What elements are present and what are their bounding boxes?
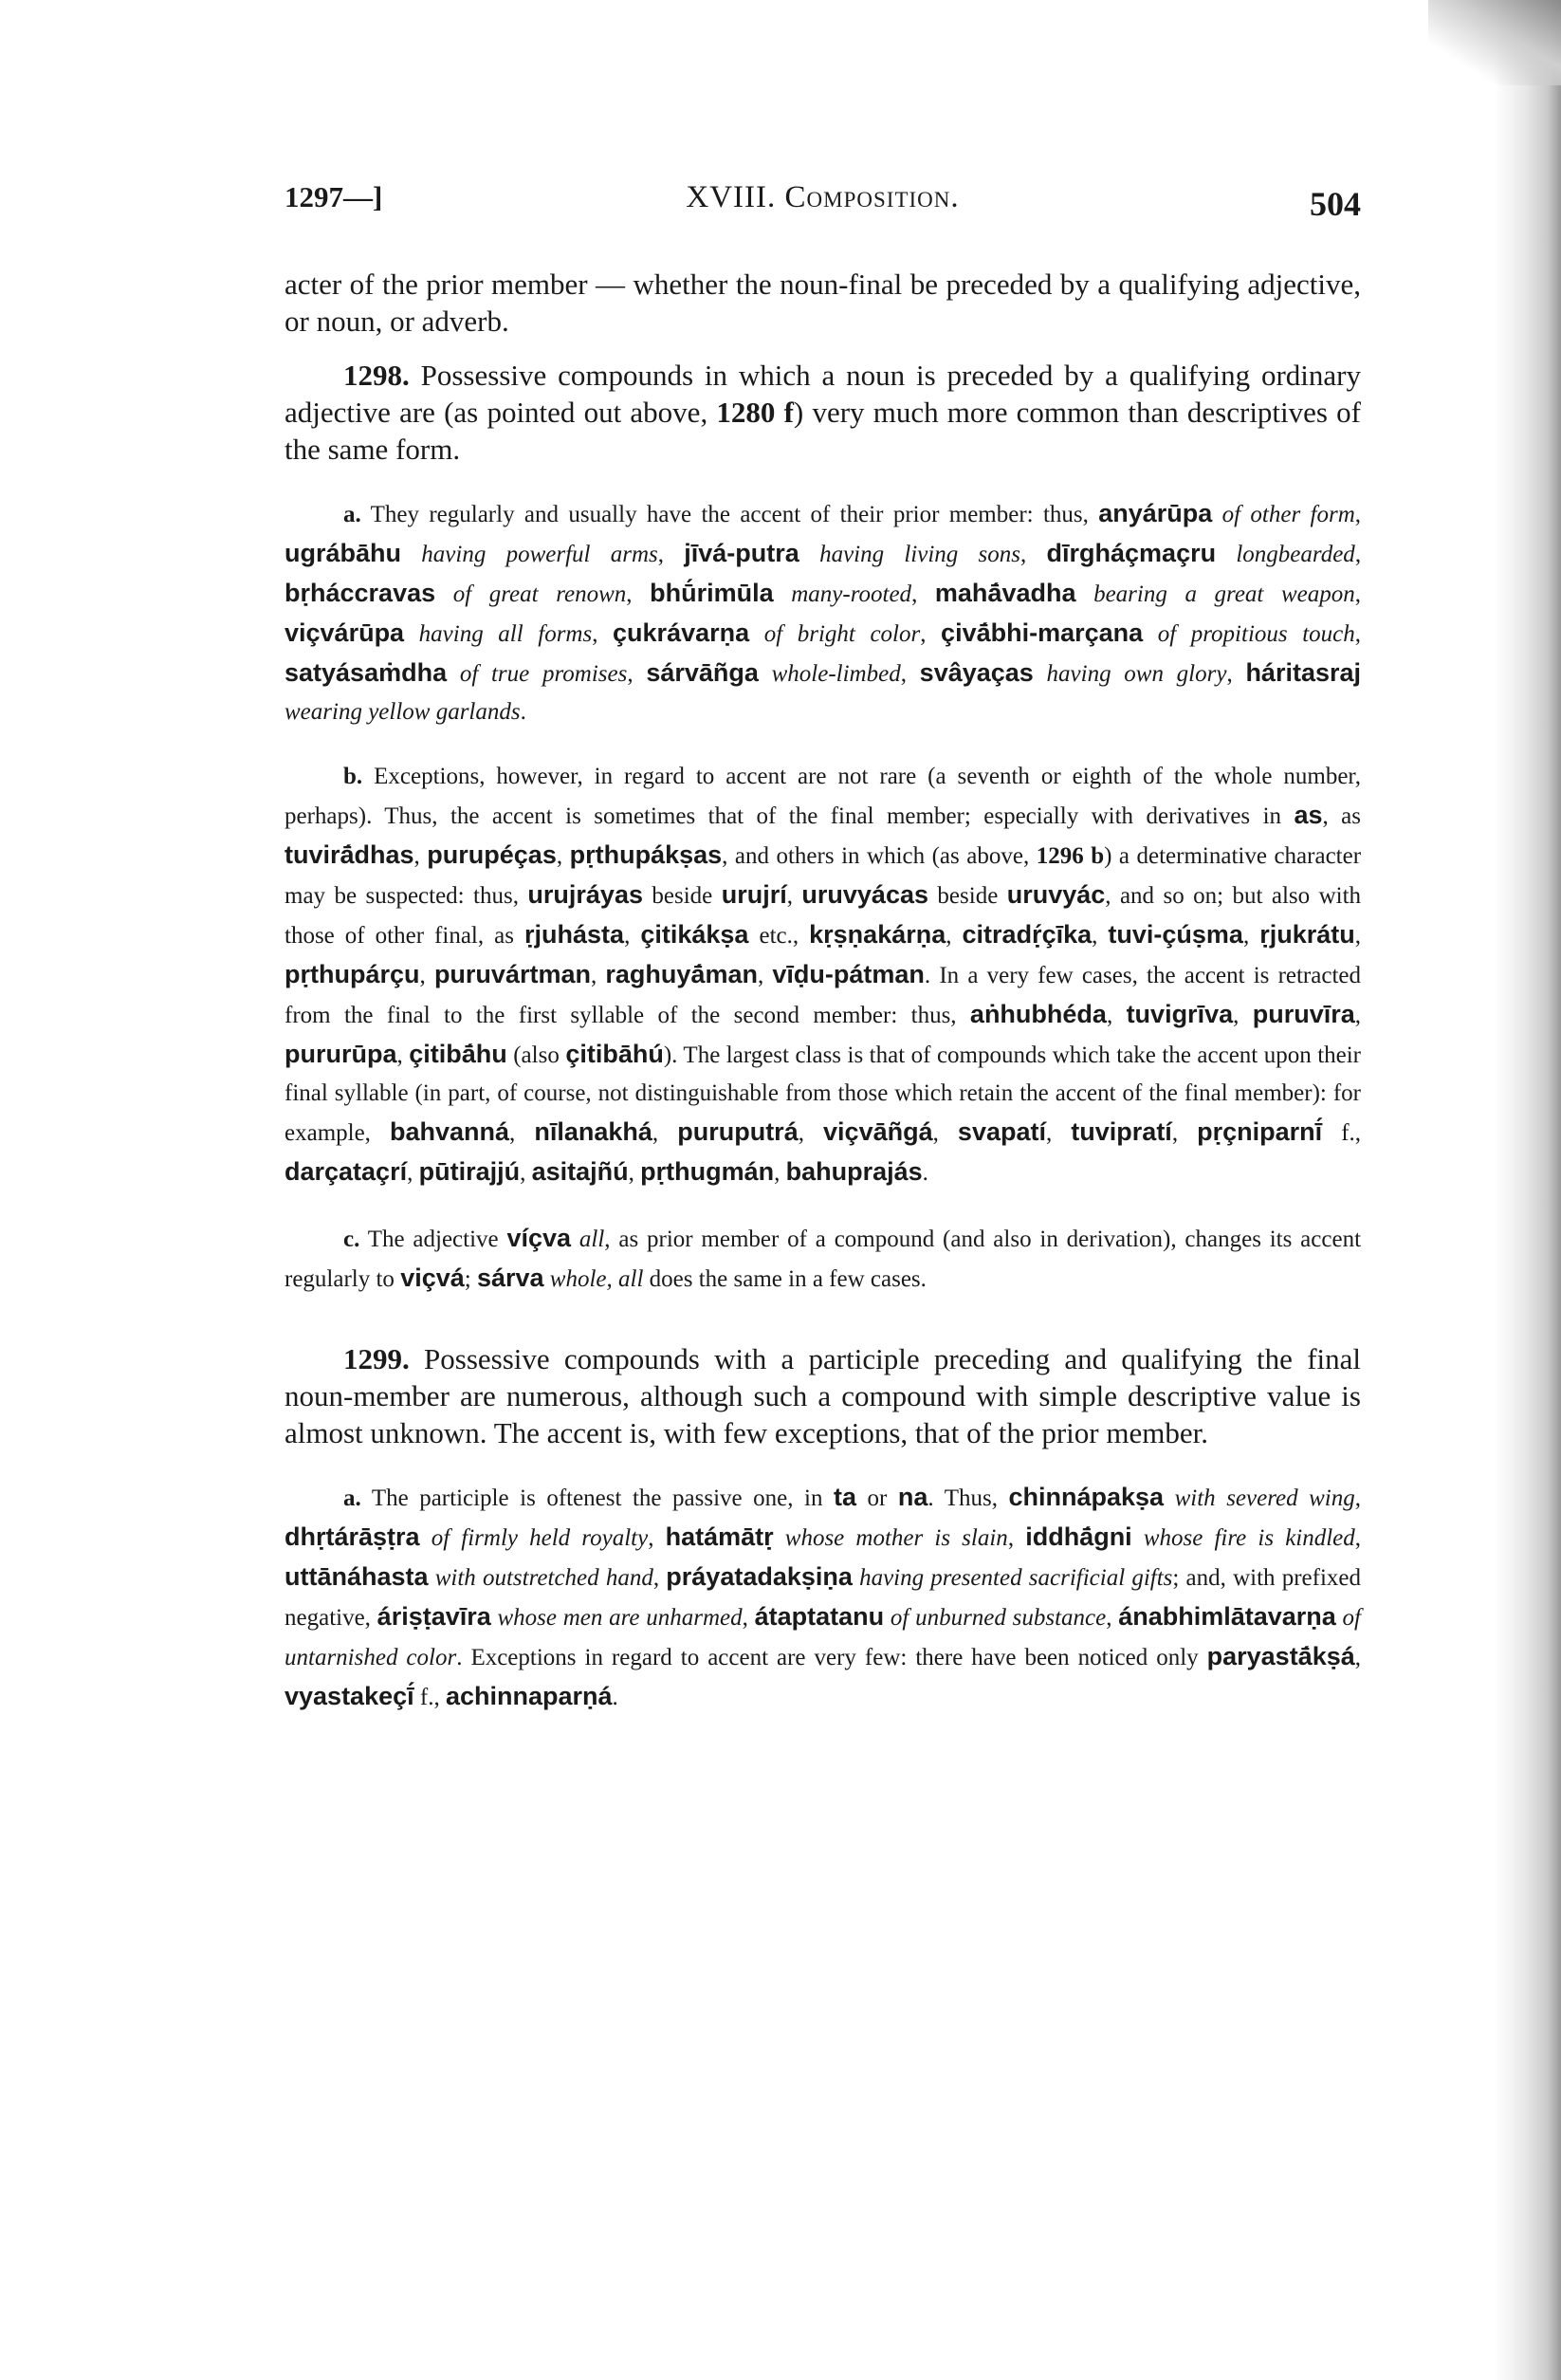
book-page <box>285 171 1361 1717</box>
sanskrit-term: sárva <box>476 1264 544 1292</box>
gloss: having all forms <box>418 621 593 647</box>
sanskrit-term: pṛçniparnī́ <box>1197 1117 1323 1146</box>
gloss: of other form <box>1221 502 1355 527</box>
sanskrit-term: ánabhimlātavarṇa <box>1118 1602 1336 1631</box>
sanskrit-term: pūtirajjú <box>418 1157 521 1186</box>
chapter-title: Composition. <box>784 180 960 214</box>
gloss: all <box>578 1227 605 1252</box>
subsection-label: b. <box>343 764 363 789</box>
gloss: with outstretched hand <box>434 1565 653 1591</box>
sanskrit-term: pururūpa <box>285 1040 397 1068</box>
sanskrit-term: jīvá-putra <box>684 539 799 567</box>
paragraph-continuation: acter of the prior member — whether the noun-final be preceded by a qualifying adjective, or noun, or adverb. <box>285 268 1361 338</box>
running-header <box>285 171 1361 228</box>
sanskrit-term: çitikákṣa <box>640 920 749 949</box>
sanskrit-term: bhū́rimūla <box>650 579 774 607</box>
sanskrit-term: átaptatanu <box>754 1602 885 1631</box>
sanskrit-term: hatámātṛ <box>665 1522 774 1551</box>
subsection-1298b: b. Exceptions, however, in regard to accent are not rare (a seventh or eighth of the whole number, perhaps). Thus, the accent is sometimes that of the final member; especially with derivatives in as, as tuvirā́dhas, purupéças, pṛthupákṣas, and others in which (as above, 1296 b) a determinative character may be suspected: thus, urujráyas beside urujrí, uruvyácas beside uruvyác, and so on; but also with those of other final, as ṛjuhásta, çitikákṣa etc., kṛṣṇakárṇa, citradṛ́çīka, tuvi-çúṣma, ṛjukrátu, pṛthupárçu, puruvártman, raghuyā́man, vīḍu-pátman. In a very few cases, the accent is retracted from the final to the first syllable of the second member: thus, aṅhubhéda, tuvigrīva, puruvīra, pururūpa, çitibā́hu (also çitibāhú). The largest class is that of compounds which take the accent upon their final syllable (in part, of course, not distinguishable from those which retain the accent of the final member): for example, bahvanná, nīlanakhá, puruputrá, viçvāñgá, svapatí, tuvipratí, pṛçniparnī́ f., darçataçrí, pūtirajjú, asitajñú, pṛthugmán, bahuprajás. <box>285 764 1362 1186</box>
sanskrit-term: uruvyác <box>1006 880 1106 909</box>
gloss: bearing a great weapon <box>1093 581 1355 607</box>
subsection-1298c: c. The adjective víçva all, as prior member of a compound (and also in derivation), changes its accent regularly to viçvá; sárva whole, all does the same in a few cases. <box>285 1224 1362 1292</box>
sanskrit-term: achinnaparṇá <box>445 1682 613 1710</box>
gloss: having own glory <box>1046 661 1227 687</box>
gloss: whole, all <box>549 1266 644 1292</box>
sanskrit-term: ugrábāhu <box>285 539 402 567</box>
sanskrit-term: paryastā́kṣá <box>1206 1642 1355 1670</box>
page-number: 504 <box>1310 185 1361 223</box>
sanskrit-term: bahvanná <box>390 1117 510 1146</box>
cross-reference: 1280 f <box>716 396 794 429</box>
sanskrit-term: práyatadakṣiṇa <box>666 1562 853 1591</box>
sanskrit-term: dhṛtárāṣṭra <box>285 1522 420 1551</box>
sanskrit-term: ṛjukrátu <box>1259 920 1355 949</box>
suffix-term: ta <box>834 1483 857 1511</box>
section-1299: 1299. Possessive compounds with a participle preceding and qualifying the final noun-member are numerous, although such a compound with simple descriptive value is almost unknown. The accent is, with few exceptions, that of the prior member. <box>285 1342 1361 1449</box>
gloss: of great renown <box>452 581 627 607</box>
chapter-roman: XVIII. <box>686 180 777 214</box>
gloss: having presented sacrificial gifts <box>859 1565 1173 1591</box>
sanskrit-term: viçvāñgá <box>823 1117 933 1146</box>
sanskrit-term: víçva <box>506 1224 572 1252</box>
gloss: whose mother is slain <box>784 1525 1008 1551</box>
gloss: whose men are unharmed <box>497 1605 743 1631</box>
suffix-term: as <box>1294 801 1323 829</box>
section-range: 1297—] <box>285 180 383 213</box>
sanskrit-term: çitibā́hu <box>409 1040 507 1068</box>
chapter-heading <box>285 180 1361 215</box>
sanskrit-term: uruvyácas <box>801 880 928 909</box>
section-number: 1299. <box>343 1342 410 1375</box>
sanskrit-term: asitajñú <box>531 1157 629 1186</box>
sanskrit-term: vyastakeçī́ <box>285 1682 414 1710</box>
gloss: wearing yellow garlands <box>285 699 521 725</box>
sanskrit-term: viçvá <box>400 1264 465 1292</box>
gloss: of firmly held royalty <box>431 1525 649 1551</box>
sanskrit-term: kṛṣṇakárṇa <box>809 920 946 949</box>
gloss: many-rooted <box>791 581 912 607</box>
sanskrit-term: sárvāñga <box>646 658 759 687</box>
gloss: of untarnished color <box>285 1605 1361 1670</box>
sanskrit-term: puruputrá <box>677 1117 799 1146</box>
sanskrit-term: ṛjuhásta <box>524 920 625 949</box>
subsection-1299a: a. The participle is oftenest the passive one, in ta or na. Thus, chinnápakṣa with severed wing, dhṛtárāṣṭra of firmly held royalty, hatámātṛ whose mother is slain, iddhā́gni whose fire is kindled, uttānáhasta with outstretched hand, práyatadakṣiṇa having presented sacrificial gifts; and, with prefixed negative, áriṣṭavīra whose men are unharmed, átaptatanu of unburned substance, ánabhimlātavarṇa of untarnished color. Exceptions in regard to accent are very few: there have been noticed only paryastā́kṣá, vyastakeçī́ f., achinnaparṇá. <box>285 1483 1362 1710</box>
sanskrit-term: tuvi-çúṣma <box>1108 920 1243 949</box>
sanskrit-term: mahā́vadha <box>934 579 1076 607</box>
sanskrit-term: urujráyas <box>527 880 643 909</box>
sanskrit-term: urujrí <box>721 880 787 909</box>
scan-shadow-edge <box>1495 0 1561 2380</box>
sanskrit-term: áriṣṭavīra <box>376 1602 491 1631</box>
sanskrit-term: tuvipratí <box>1071 1117 1172 1146</box>
gloss: of propitious touch <box>1157 621 1355 647</box>
section-1298: 1298. Possessive compounds in which a noun is preceded by a qualifying ordinary adjective are (as pointed out above, 1280 f) very much more common than descriptives of the same form. <box>285 359 1361 466</box>
subsection-label: a. <box>343 1485 361 1511</box>
sanskrit-term: pṛthugmán <box>640 1157 775 1186</box>
sanskrit-term: viçvárūpa <box>285 618 405 647</box>
sanskrit-term: iddhā́gni <box>1025 1522 1132 1551</box>
sanskrit-term: purupéças <box>427 840 557 869</box>
sanskrit-term: tuvirā́dhas <box>285 840 414 869</box>
sanskrit-term: uttānáhasta <box>285 1562 429 1591</box>
gloss: having living sons <box>819 542 1021 567</box>
sanskrit-term: bahuprajás <box>785 1157 923 1186</box>
scan-shadow-corner <box>1428 0 1561 85</box>
gloss: whose fire is kindled <box>1143 1525 1355 1551</box>
sanskrit-term: nīlanakhá <box>534 1117 652 1146</box>
sanskrit-term: svapatí <box>957 1117 1046 1146</box>
gloss: longbearded <box>1236 542 1355 567</box>
sanskrit-term: vīḍu-pátman <box>772 960 925 988</box>
sanskrit-term: bṛháccravas <box>285 579 436 607</box>
sanskrit-term: anyárūpa <box>1098 499 1213 527</box>
sanskrit-term: darçataçrí <box>285 1157 408 1186</box>
sanskrit-term: háritasraj <box>1245 658 1362 687</box>
gloss: with severed wing <box>1174 1485 1355 1511</box>
cross-reference: 1296 b <box>1036 843 1105 869</box>
sanskrit-term: svâyaças <box>919 658 1034 687</box>
sanskrit-term: pṛthupárçu <box>285 960 420 988</box>
sanskrit-term: çivā́bhi-marçana <box>941 618 1144 647</box>
sanskrit-term: tuvigrīva <box>1126 1000 1234 1028</box>
gloss: of unburned substance <box>890 1605 1107 1631</box>
sanskrit-term: puruvártman <box>433 960 591 988</box>
gloss: having powerful arms <box>421 542 658 567</box>
section-number: 1298. <box>343 359 410 392</box>
sanskrit-term: citradṛ́çīka <box>962 920 1093 949</box>
sanskrit-term: satyásaṁdha <box>285 658 448 687</box>
suffix-term: na <box>897 1483 928 1511</box>
sanskrit-term: puruvīra <box>1252 1000 1355 1028</box>
gloss: of bright color <box>763 621 921 647</box>
sanskrit-term: aṅhubhéda <box>969 1000 1107 1028</box>
subsection-1298a: a. They regularly and usually have the accent of their prior member: thus, anyárūpa of other form, ugrábāhu having powerful arms, jīvá-putra having living sons, dīrgháçmaçru longbearded, bṛháccravas of great renown, bhū́rimūla many-rooted, mahā́vadha bearing a great weapon, viçvárūpa having all forms, çukrávarṇa of bright color, çivā́bhi-marçana of propitious touch, satyásaṁdha of true promises, sárvāñga whole-limbed, svâyaças having own glory, háritasraj wearing yellow garlands. <box>285 499 1362 725</box>
subsection-label: c. <box>343 1227 360 1252</box>
sanskrit-term: çitibāhú <box>565 1040 664 1068</box>
gloss: of true promises <box>459 661 628 687</box>
sanskrit-term: chinnápakṣa <box>1008 1483 1165 1511</box>
sanskrit-term: raghuyā́man <box>605 960 758 988</box>
sanskrit-term: dīrgháçmaçru <box>1046 539 1217 567</box>
gloss: whole-limbed <box>771 661 901 687</box>
sanskrit-term: çukrávarṇa <box>613 618 750 647</box>
sanskrit-term: pṛthupákṣas <box>569 840 723 869</box>
subsection-label: a. <box>343 502 361 527</box>
